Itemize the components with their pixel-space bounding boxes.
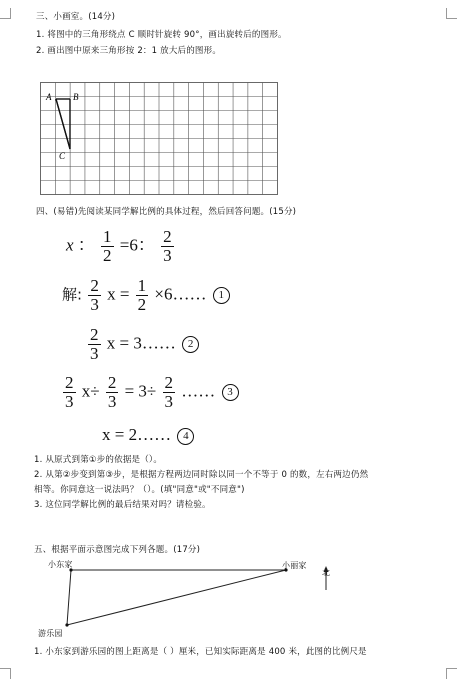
eq-text: ×6…… [154,284,207,304]
fraction: $\frac{1}{2}$ [137,276,147,314]
equation-step-1 [62,277,230,314]
north-arrow-label: 北 [322,568,331,577]
eq-colon: ： [77,235,95,255]
solution-prefix: 解: [62,285,83,304]
section3-heading: 三、小画室。(14分) [36,12,116,22]
section4-question-2a: 2. 从第②步变到第③步，是根据方程两边同时除以同一个不等于 0 的数，左右两边仍然 [34,470,369,480]
eq-text: x = 3…… [106,333,176,353]
page-corner-mark [446,668,457,679]
fraction: $\frac{2}{3}$ [90,325,99,363]
section4-question-1: 1. 从原式到第①步的依据是（）。 [34,455,163,465]
fraction: $\frac{2}{3}$ [107,373,117,411]
point-a-label: A [46,92,52,102]
grid-figure [40,82,280,196]
section4-question-3: 3. 这位同学解比例的最后结果对吗？请检验。 [34,500,211,510]
eq-text: x = 2…… [102,425,172,444]
page-corner-mark [0,8,11,19]
section3-question-2: 2. 画出图中原来三角形按 2：1 放大后的图形。 [36,46,222,56]
place-amusement-park: 游乐园 [38,629,63,638]
step-mark-4: 4 [177,428,194,445]
section3-question-1: 1. 将图中的三角形绕点 C 顺时针旋转 90°，画出旋转后的图形。 [36,30,287,40]
point-b-label: B [73,92,79,102]
fraction: $\frac{2}{3}$ [163,227,172,265]
equation-step-3 [61,374,239,411]
section5-heading: 五、根据平面示意图完成下列各题。(17分) [34,545,201,555]
eq-equals: =6： [119,235,155,255]
step-mark-3: 3 [222,384,239,401]
equation-step-4 [102,425,194,445]
fraction: $\frac{1}{2}$ [103,227,112,265]
eq-text: x = [107,284,130,304]
fraction: $\frac{2}{3}$ [164,373,174,411]
eq-var-x: x [66,235,74,255]
eq-text: …… [181,381,216,401]
step-mark-1: 1 [213,287,230,304]
page-corner-mark [0,668,11,679]
point-c-label: C [59,151,66,161]
eq-text: x÷ [81,381,100,401]
fraction: $\frac{2}{3}$ [65,373,74,411]
eq-text: = 3÷ [124,381,157,401]
section4-question-2b: 相等。你同意这一说法吗？（）。(填"同意"或"不同意") [34,485,245,495]
step-mark-2: 2 [182,336,199,353]
equation-step-2 [86,326,199,363]
place-xiaoli-home: 小丽家 [282,561,307,570]
fraction: $\frac{2}{3}$ [90,276,99,314]
equation-original [66,228,176,265]
place-xiaodong-home: 小东家 [48,560,73,569]
section5-question-1: 1. 小东家到游乐园的图上距离是（ ）厘米，已知实际距离是 400 米，此图的比例尺是 [34,647,367,657]
section4-heading: 四、(易错)先阅读某同学解比例的具体过程，然后回答问题。(15分) [36,207,297,217]
page-corner-mark [446,8,457,19]
